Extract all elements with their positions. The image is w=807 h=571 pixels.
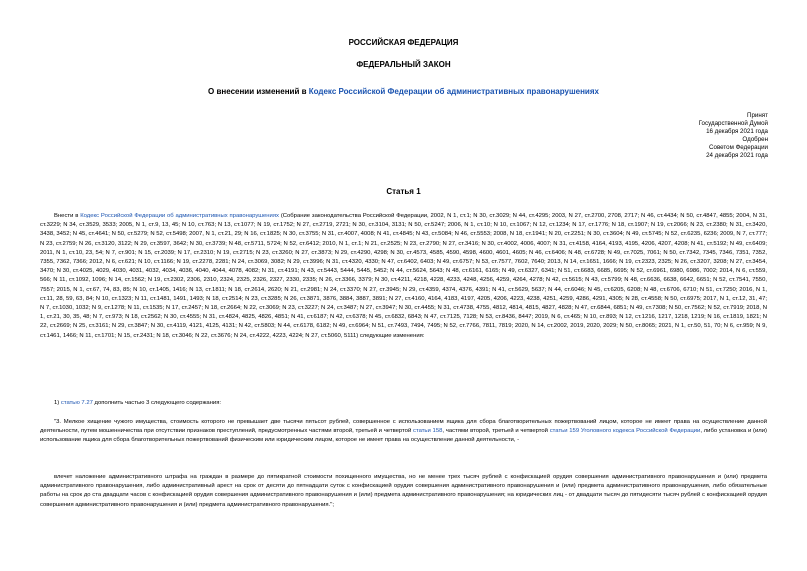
article-heading: Статья 1 xyxy=(386,187,421,196)
intro-code-link[interactable]: Кодекс Российской Федерации об административных правонарушениях xyxy=(80,213,279,219)
adoption-duma-date: 16 декабря 2021 года xyxy=(706,128,768,135)
law-title-prefix: О внесении изменений в xyxy=(208,87,309,96)
item-1-paragraph xyxy=(40,399,767,408)
intro-text: (Собрание законодательства Российской Федерации, 2002, N 1, ст.1; N 30, ст.3029; N 44, ст.4295; 2003, N 27, ст.2700, 2708, 2717; N 46, ст.4434; N 50, ст.4847, 4855; 2004, N 31, ст.3229; N 34, ст.3529, 3533; 2005, N 1, ст.9, 13, 45; N 10, ст.763; N 13, ст.1077; N 19, ст.1752; N 27, ст.2719, 2721; N 30, ст.3104, 3131; N 50, ст.5247; 2006, N 1, ст.10; N 10, ст.1067; N 12, ст.1234; N 17, ст.1776; N 18, ст.1907; N 19, ст.2066; N 23, ст.2380; N 31, ст.3420, 3438, 3452; N 45, ст.4641; N 50, ст.5279; N 52, ст.5498; 2007, N 1, ст.21, 29; N 16, ст.1825; N 30, ст.3755; N 31, ст.4007, 4008; N 41, ст.4845; N 43, ст.5084; N 46, ст.5553; 2008, N 18, ст.1941; N 20, ст.2251; N 30, ст.3604; N 49, ст.5745; N 52, ст.6235, 6236; 2009, N 7, ст.777; N 23, ст.2759; N 26, ст.3120, 3122; N 29, ст.3597, 3642; N 30, ст.3739; N 48, ст.5711, 5724; N 52, ст.6412; 2010, N 1, ст.1; N 21, ст.2525; N 23, ст.2790; N 27, ст.3416; N 30, ст.4002, 4006, 4007; N 31, ст.4158, 4164, 4193, 4195, 4206, 4207, 4208; N 41, ст.5192; N 49, ст.6409; 2011, N 1, ст.10, 23, 54; N 7, ст.901; N 15, ст.2039; N 17, ст.2310; N 19, ст.2715; N 23, ст.3260; N 27, ст.3873; N 29, ст.4290, 4298; N 30, ст.4573, 4585, 4590, 4598, 4600, 4601, 4605; N 46, ст.6406; N 48, ст.6728; N 49, ст.7025, 7061; N 50, ст.7342, 7345, 7346, 7351, 7352, 7355, 7362, 7366; 2012, N 6, ст.621; N 10, ст.1166; N 19, ст.2278, 2281; N 24, ст.3069, 3082; N 29, ст.3996; N 31, ст.4320, 4330; N 47, ст.6402, 6403; N 49, ст.6757; N 53, ст.7577, 7602, 7640; 2013, N 14, ст.1651, 1666; N 19, ст.2323, 2325; N 26, ст.3207, 3208; N 27, ст.3454, 3470; N 30, ст.4025, 4029, 4030, 4031, 4032, 4034, 4036, 4040, 4044, 4078, 4082; N 31, ст.4191; N 43, ст.5443, 5444, 5445, 5452; N 44, ст.5624, 5643; N 48, ст.6161, 6165; N 49, ст.6327, 6341; N 51, ст.6683, 6685, 6695; N 52, ст.6961, 6980, 6986, 7002; 2014, N 6, ст.559, 566; N 11, ст.1092, 1096; N 14, ст.1562; N 19, ст.2302, 2306, 2310, 2324, 2325, 2326, 2327, 2330, 2335; N 26, ст.3366, 3379; N 30, ст.4211, 4218, 4228, 4233, 4248, 4256, 4259, 4264, 4278; N 42, ст.5615; N 43, ст.5799; N 48, ст.6636, 6638, 6642, 6651; N 52, ст.7541, 7550, 7557; 2015, N 1, ст.67, 74, 83, 85; N 10, ст.1405, 1416; N 13, ст.1811; N 18, ст.2614, 2620; N 21, ст.2981; N 24, ст.3370; N 27, ст.3945; N 29, ст.4359, 4374, 4376, 4391; N 41, ст.5629, 5637; N 44, ст.6046; N 45, ст.6205, 6208; N 48, ст.6706, 6710; N 51, ст.7250; 2016, N 1, ст.11, 28, 59, 63, 84; N 10, ст.1323; N 11, ст.1481, 1491, 1493; N 18, ст.2514; N 23, ст.3285; N 26, ст.3871, 3876, 3884, 3887, 3891; N 27, ст.4160, 4164, 4183, 4197, 4205, 4206, 4223, 4238, 4251, 4259, 4286, 4291, 4305; N 28, ст.4558; N 50, ст.6975; 2017, N 1, ст.12, 31, 47; N 7, ст.1030, 1032; N 9, ст.1278; N 11, ст.1535; N 17, ст.2457; N 18, ст.2664; N 22, ст.3069; N 23, ст.3227; N 24, ст.3487; N 27, ст.3947; N 30, ст.4455; N 31, ст.4738, 4755, 4812, 4814, 4815, 4827, 4828; N 47, ст.6844, 6851; N 49, ст.7308; N 50, ст.7562; N 52, ст.7919; 2018, N 1, ст.21, 30, 35, 48; N 7, ст.973; N 18, ст.2562; N 30, ст.4555; N 31, ст.4824, 4825, 4826, 4851; N 41, ст.6187; N 42, ст.6378; N 45, ст.6832, 6843; N 47, ст.7125, 7128; N 53, ст.8436, 8447; 2019, N 6, ст.465; N 10, ст.893; N 12, ст.1216, 1217, 1218, 1219; N 16, ст.1819, 1821; N 22, ст.2669; N 25, ст.3161; N 29, ст.3847; N 30, ст.4119, 4121, 4125, 4131; N 42, ст.5803; N 44, ст.6178, 6182; N 49, ст.6964; N 51, ст.7493, 7494, 7495; N 52, ст.7766, 7811, 7819; 2020, N 14, ст.2002, 2019, 2020, 2029; N 50, ст.8065; 2021, N 1, ст.50, 51, 70; N 6, ст.959; N 9, ст.1461, 1466; N 11, ст.1701; N 15, ст.2431; N 18, ст.3046; N 22, ст.3676; N 24, ст.4222, 4223, 4224; N 27, ст.5060, 5111) следующие изменения: xyxy=(40,213,768,339)
law-type-heading: ФЕДЕРАЛЬНЫЙ ЗАКОН xyxy=(356,60,451,69)
quote-1-text-b: , частями второй, третьей и четвертой xyxy=(442,428,550,435)
intro-prefix: Внести в xyxy=(54,213,81,219)
law-title-code-link[interactable]: Кодекс Российской Федерации об административных правонарушениях xyxy=(308,87,599,96)
adoption-duma: Государственной Думой xyxy=(698,120,768,127)
article-intro-paragraph xyxy=(40,212,767,341)
quote-1-text-a: "3. Мелкое хищение чужого имущества, стоимость которого не превышает две тысячи пятьсот рублей, совершенное с использованием ящика для сбора благотворительных пожертвований лицом, которое не имеет права на осуществление данной деятельности, путем мошенничества при отсутствии признаков преступлений, предусмотренных частями второй, третьей и четвертой xyxy=(40,419,767,435)
item-1-text: дополнить частью 3 следующего содержания: xyxy=(92,400,222,406)
article-159-link[interactable]: статьи 159 Уголовного кодекса Российской Федерации xyxy=(549,428,701,435)
quote-paragraph-2 xyxy=(40,473,767,510)
quote-2-text: влечет наложение административного штрафа на граждан в размере до пятикратной стоимости похищенного имущества, но не менее трех тысяч рублей с конфискацией орудия совершения административного правонарушения и (или) предмета административного правонарушения, либо административный арест на срок от десяти до пятнадцати суток с конфискацией орудия совершения административного правонарушения и (или) предмета административного правонарушения, либо обязательные работы на срок до ста двадцати часов с конфискацией орудия совершения административного правонарушения и (или) предмета административного правонарушения; на юридических лиц - от двадцати тысяч до пятидесяти тысяч рублей с конфискацией орудия совершения административного правонарушения и (или) предмета административного правонарушения."; xyxy=(40,474,767,508)
law-title xyxy=(0,87,807,96)
adoption-council-date: 24 декабря 2021 года xyxy=(706,152,768,159)
article-158-link[interactable]: статьи 158 xyxy=(413,428,443,435)
adoption-approved: Одобрен xyxy=(742,136,768,143)
adoption-council: Советом Федерации xyxy=(709,144,768,151)
item-1-number: 1) xyxy=(54,400,61,406)
adoption-block xyxy=(568,112,768,160)
adoption-adopted: Принят xyxy=(747,112,768,119)
quote-1-text-c: , либо установка и (или) использование ящика для сбора благотворительных пожертвований физическим или юридическим лицом, которое не имеет права на осуществление данной деятельности, - xyxy=(40,428,767,444)
item-1-article-link[interactable]: статью 7.27 xyxy=(60,400,93,406)
federation-heading: РОССИЙСКАЯ ФЕДЕРАЦИЯ xyxy=(348,38,459,47)
quote-paragraph-1 xyxy=(40,418,767,446)
